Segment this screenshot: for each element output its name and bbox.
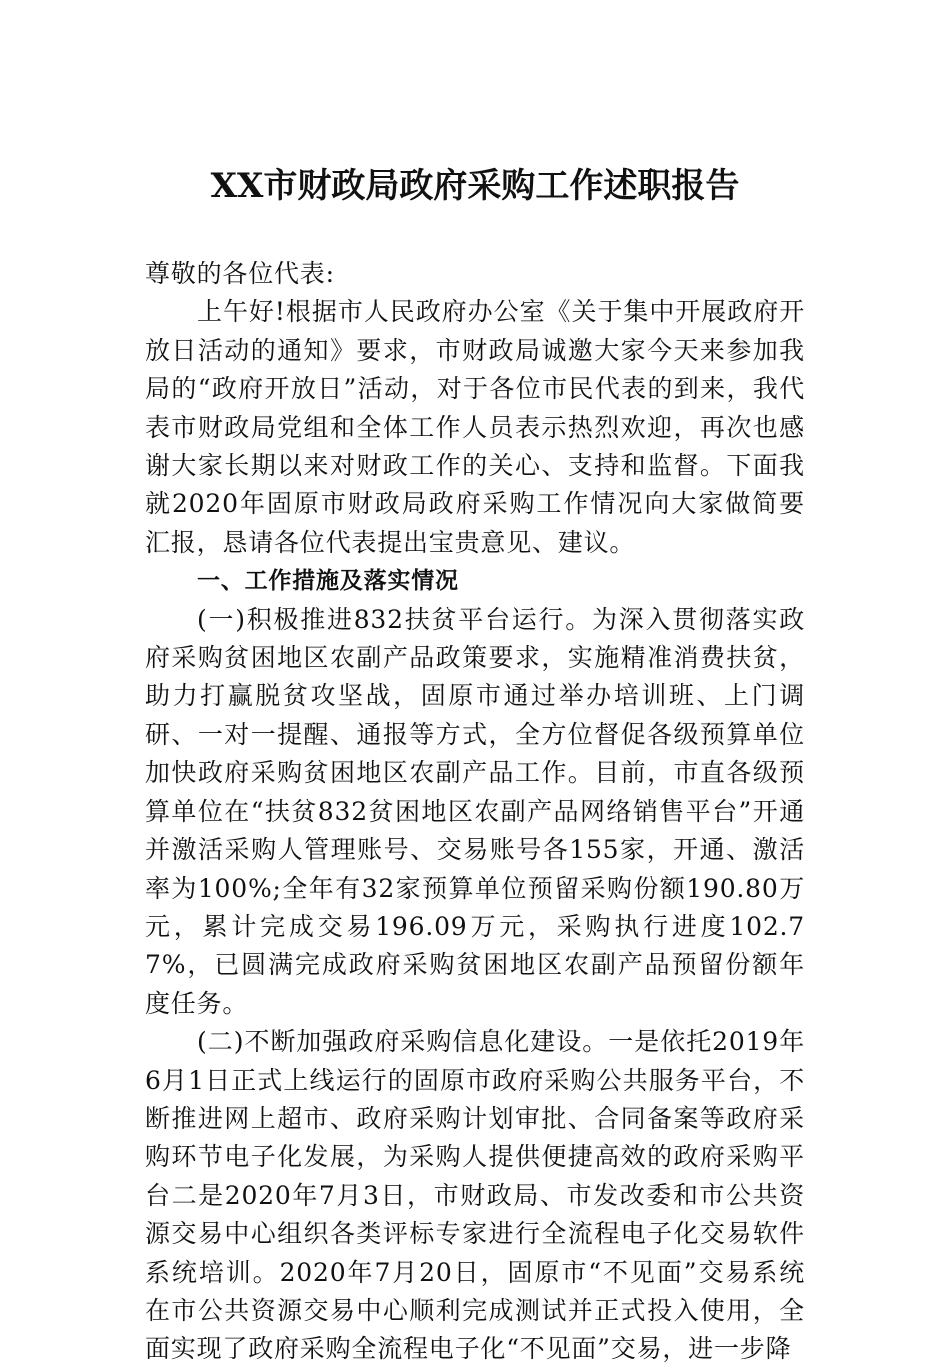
paragraph-item-1: (一)积极推进832扶贫平台运行。为深入贯彻落实政府采购贫困地区农副产品政策要求，实施精准消费扶贫，助力打赢脱贫攻坚战，固原市通过举办培训班、上门调研、一对一提醒、通报等方式，全方位督促各级预算单位加快政府采购贫困地区农副产品工作。目前，市直各级预算单位在“扶贫832贫困地区农副产品网络销售平台”开通并激活采购人管理账号、交易账号各155家，开通、激活率为100%;全年有32家预算单位预留采购份额190.80万元，累计完成交易196.09万元，采购执行进度102.77%，已圆满完成政府采购贫困地区农副产品预留份额年度任务。	[145, 604, 805, 1018]
section-heading: 一、工作措施及落实情况	[197, 568, 459, 595]
salutation: 尊敬的各位代表:	[145, 259, 335, 288]
paragraph-item-2: (二)不断加强政府采购信息化建设。一是依托2019年6月1日正式上线运行的固原市政府采购公共服务平台，不断推进网上超市、政府采购计划审批、合同备案等政府采购环节电子化发展，为采购人提供便捷高效的政府采购平台二是2020年7月3日，市财政局、市发改委和市公共资源交易中心组织各类评标专家进行全流程电子化交易软件系统培训。2020年7月20日，固原市“不见面”交易系统在市公共资源交易中心顺利完成测试并正式投入使用，全面实现了政府采购全流程电子化“不见面”交易，进一步降	[145, 1027, 805, 1364]
paragraph-opening: 上午好!根据市人民政府办公室《关于集中开展政府开放日活动的通知》要求，市财政局诚邀大家今天来参加我局的“政府开放日”活动，对于各位市民代表的到来，我代表市财政局党组和全体工作人员表示热烈欢迎，再次也感谢大家长期以来对财政工作的关心、支持和监督。下面我就2020年固原市财政局政府采购工作情况向大家做简要汇报，恳请各位代表提出宝贵意见、建议。	[145, 297, 805, 557]
document-title: XX市财政局政府采购工作述职报告	[210, 166, 740, 206]
document-body	[145, 255, 805, 1369]
